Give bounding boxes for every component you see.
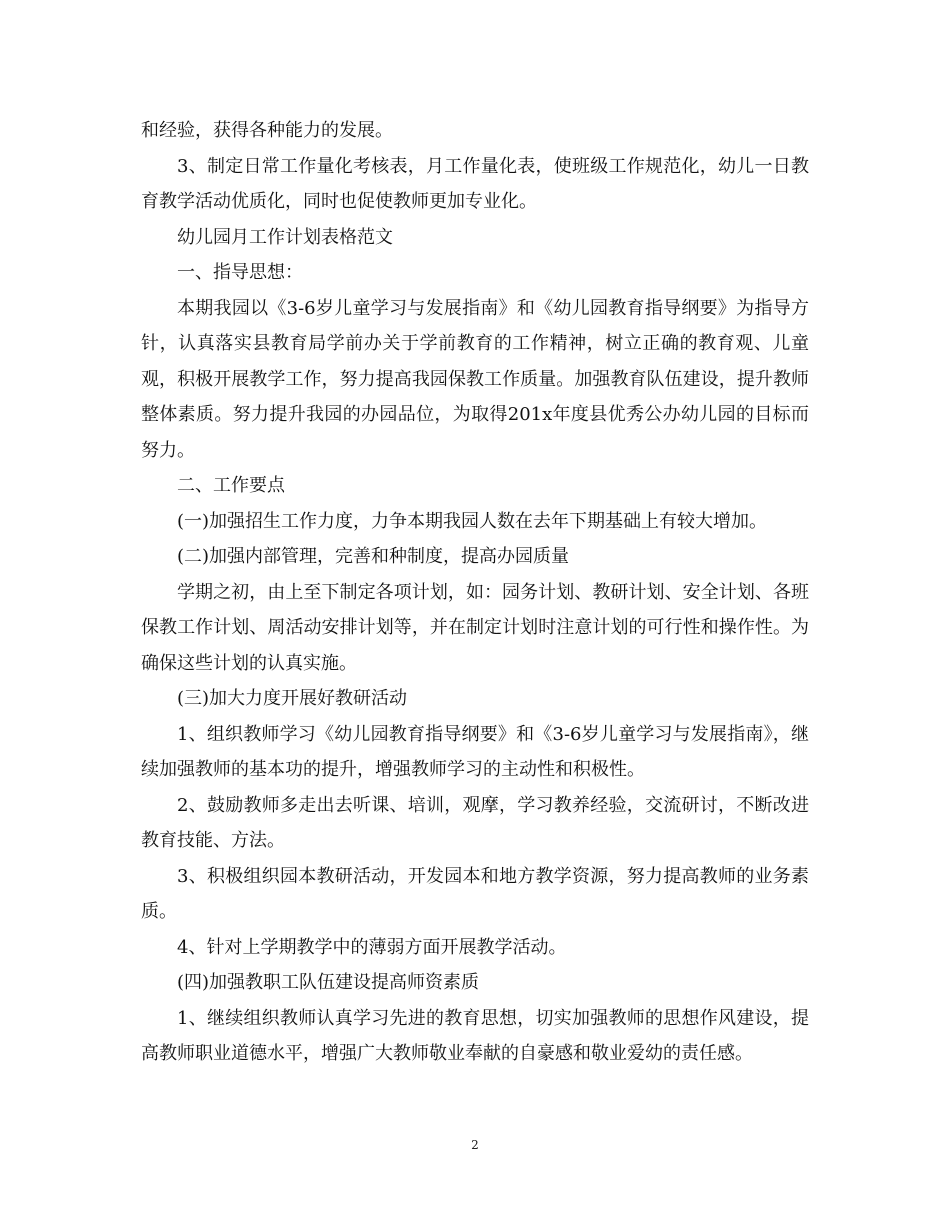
subheading: (二)加强内部管理，完善和种制度，提高办园质量 — [177, 546, 570, 567]
subheading: (三)加大力度开展好教研活动 — [177, 688, 408, 709]
list-item: 2、鼓励教师多走出去听课、培训，观摩，学习教养经验，交流研讨，不断改进教育技能、方法。 — [141, 794, 809, 851]
list-item: 4、针对上学期教学中的薄弱方面开展教学活动。 — [177, 936, 567, 958]
page-number: 2 — [471, 1138, 479, 1152]
paragraph: 3、制定日常工作量化考核表，月工作量化表，使班级工作规范化，幼儿一日教育教学活动优质化，同时也促使教师更加专业化。 — [141, 155, 809, 212]
section-title: 幼儿园月工作计划表格范文 — [177, 226, 393, 248]
list-item: 3、积极组织园本教研活动，开发园本和地方教学资源，努力提高教师的业务素质。 — [141, 865, 809, 922]
heading: 一、指导思想： — [177, 262, 303, 283]
subheading: (四)加强教职工队伍建设提高师资素质 — [177, 972, 480, 993]
paragraph: 学期之初，由上至下制定各项计划，如：园务计划、教研计划、安全计划、各班保教工作计划、周活动安排计划等，并在制定计划时注意计划的可行性和操作性。为确保这些计划的认真实施。 — [141, 581, 809, 674]
subheading: (一)加强招生工作力度，力争本期我园人数在去年下期基础上有较大增加。 — [177, 510, 768, 532]
list-item: 1、组织教师学习《幼儿园教育指导纲要》和《3-6岁儿童学习与发展指南》，继续加强教师的基本功的提升，增强教师学习的主动性和积极性。 — [141, 723, 809, 780]
list-item: 1、继续组织教师认真学习先进的教育思想，切实加强教师的思想作风建设，提高教师职业道德水平，增强广大教师敬业奉献的自豪感和敬业爱幼的责任感。 — [141, 1007, 809, 1064]
paragraph: 和经验，获得各种能力的发展。 — [141, 120, 393, 141]
heading: 二、工作要点 — [177, 475, 285, 496]
document-body — [141, 113, 809, 1072]
paragraph: 本期我园以《3-6岁儿童学习与发展指南》和《幼儿园教育指导纲要》为指导方针，认真落实县教育局学前办关于学前教育的工作精神，树立正确的教育观、儿童观，积极开展教学工作，努力提高我园保教工作质量。加强教育队伍建设，提升教师整体素质。努力提升我园的办园品位，为取得201x年度县优秀公办幼儿园的目标而努力。 — [141, 297, 809, 461]
